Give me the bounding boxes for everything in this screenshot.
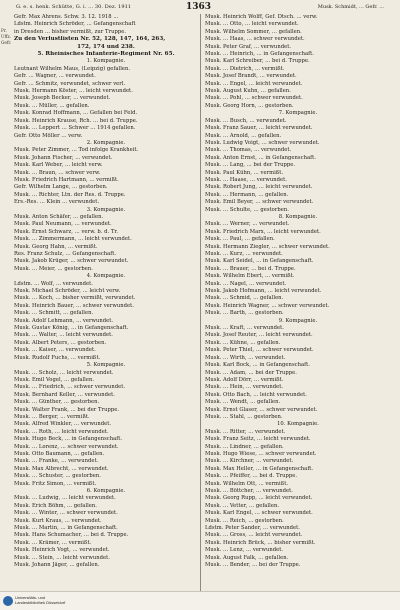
list-entry: Musk. ... Scholz, ... leicht verwundet. <box>14 369 114 376</box>
list-entry: Musk. Peter Graf, ... verwundet. <box>205 43 292 50</box>
section-heading: 2. Kompagnie. <box>86 139 126 146</box>
list-entry: Gefr. ... Schmitz, verwundet, schwer verl. <box>14 80 126 87</box>
list-entry: Musk. Walter Frank, ... bei der Truppe. <box>14 406 120 413</box>
list-entry: Musk. Karl Weber, ... leicht verw. <box>14 162 103 169</box>
list-entry: Musk. ... Pfeiffer, ... bei d. Truppe. <box>205 473 298 480</box>
list-entry: Musk. ... Adam, ... bei der Truppe. <box>205 369 297 376</box>
list-entry: Musk. Konrad Hoffmann, ... Gefallen bei Feld. <box>14 110 138 117</box>
list-entry: Musk. Anton Schäfer, ... gefallen. <box>14 213 104 220</box>
list-entry: Musk. ... Brauer, ... bei d. Truppe. <box>205 265 296 272</box>
section-heading: 8. Kompagnie. <box>278 213 318 220</box>
list-entry: Musk. ... Engel, ... leicht verwundet. <box>205 80 303 87</box>
list-entry: Musk. ... Roth, ... leicht verwundet. <box>14 428 109 435</box>
section-heading: 5. Kompagnie. <box>86 362 126 369</box>
list-entry: Musk. Erich Böhm, ... gefallen. <box>14 502 97 509</box>
list-entry: Musk. Wilhelm Ebert, ... vermißt. <box>205 273 295 280</box>
list-entry: Musk. Heinrich Wagner, ... schwer verwundet. <box>205 302 330 309</box>
list-entry: in Dresden ... bisher vermißt, zur Truppe. <box>14 28 127 35</box>
list-entry: Musk. Heinrich Bauer, ... schwer verwundet. <box>14 302 134 309</box>
list-entry: Musk. ... Kirchner, ... verwundet. <box>205 458 294 465</box>
list-entry: Musk. Gustav König, ... in Gefangenschaft. <box>14 325 129 332</box>
list-entry: Musk. ... Winter, ... schwer verwundet. <box>14 510 118 517</box>
list-entry: Musk. ... Schmid, ... gefallen. <box>205 295 284 302</box>
list-entry: Musk. ... Pohl, ... schwer verwundet. <box>205 95 303 102</box>
list-entry: Musk. ... Kurz, ... verwundet. <box>205 251 283 257</box>
list-entry: Musk. ... Schmitt, ... gefallen. <box>14 310 94 317</box>
section-heading: 10. Kompagnie. <box>277 421 319 428</box>
margin-note-line: Pr. <box>1 28 7 33</box>
list-entry: Musk. Franz Sauer, ... leicht verwundet. <box>205 125 313 132</box>
list-entry: Ldstm. Peter Sander, ... verwundet. <box>205 525 300 532</box>
list-entry: Musk. Jakob Hofmann, ... leicht verwundet. <box>205 288 322 295</box>
list-entry: Musk. ... Nagel, ... verwundet. <box>205 280 287 287</box>
list-entry: Musk. ... Gross, ... leicht verwundet. <box>205 532 303 539</box>
list-entry: Musk. Adolf Lehmann, ... verwundet. <box>14 317 114 324</box>
list-entry: Musk. Ernst Glaser, ... schwer verwundet. <box>205 406 318 413</box>
list-entry: Leutnant Wilhelm Maus, (Leipzig) gefallen. <box>14 65 131 72</box>
list-entry: Musk. ... Hein, ... verwundet. <box>205 384 284 391</box>
list-entry: Musk. ... Lorenz, ... schwer verwundet. <box>14 443 119 450</box>
list-entry: Musk. Emil Beyer, ... schwer verwundet. <box>205 199 314 206</box>
list-entry: Musk. ... Hermann, ... gefallen. <box>205 191 289 198</box>
list-entry: Musk. ... Koch, ... bisher vermißt, verwundet. <box>14 295 136 302</box>
list-entry: Musk. Georg Hahn, ... vermißt. <box>14 243 98 250</box>
list-entry: Musk. Max Heller, ... in Gefangenschaft. <box>205 465 314 472</box>
list-entry: Musk. Franz Seitz, ... leicht verwundet. <box>205 436 311 443</box>
section-heading: 4. Kompagnie. <box>86 273 126 280</box>
list-entry: Musk. Bernhard Keller, ... verwundet. <box>14 391 115 398</box>
list-entry: Musk. Albert Peters, ... gestorben. <box>14 339 107 346</box>
list-entry: Musk. Paul Neumann, ... verwundet. <box>14 221 112 228</box>
list-entry: Musk. ... Werner, ... verwundet. <box>205 221 290 228</box>
list-entry: Musk. ... Lindner, ... gefallen. <box>205 443 284 450</box>
list-entry: Musk. Karl Schreiber, ... bei d. Truppe. <box>205 58 310 65</box>
list-entry: Musk. Hermann Köster, ... leicht verwundet. <box>14 88 133 95</box>
list-entry: Musk. ... Wendt, ... gefallen. <box>205 399 281 406</box>
list-entry: Musk. ... Zimmermann, ... leicht verwundet. <box>14 236 132 243</box>
list-entry: Musk. Heinrich Vogt, ... verwundet. <box>14 547 110 554</box>
list-entry: Res. Franz Schulz, ... Gefangenschaft. <box>14 251 117 257</box>
list-entry: Musk. ... Haas, ... schwer verwundet. <box>205 36 305 43</box>
list-entry: Gefr. Wilhelm Lange, ... gestorben. <box>14 184 108 191</box>
list-entry: Musk. Peter Thiel, ... schwer verwundet. <box>205 347 314 354</box>
list-entry: Musk. ... Braun, ... schwer verw. <box>14 169 101 176</box>
list-entry: Musk. ... Schulte, ... gestorben. <box>205 206 289 213</box>
list-entry: Musk. Otto Bach, ... leicht verwundet. <box>205 391 307 398</box>
column-divider <box>200 14 201 604</box>
list-entry: Musk. Karl Seidel, ... in Gefangenschaft. <box>205 258 314 265</box>
list-entry: Musk. Karl Engel, ... schwer verwundet. <box>205 510 313 517</box>
list-entry: Musk. August Kuhn, ... gefallen. <box>205 88 291 95</box>
list-entry: Musk. Heinrich Wolff, Gef. Dtsch. ... verw. <box>205 14 318 20</box>
list-entry: Musk. Ernst Schwarz, ... verw. b. d. Tr. <box>14 228 119 235</box>
list-entry: Musk. ... Busch, ... verwundet. <box>205 117 287 124</box>
list-entry: Musk. Karl Bock, ... in Gefangenschaft. <box>205 362 310 369</box>
list-entry: Musk. ... Schuster, ... gestorben. <box>14 473 101 480</box>
list-entry: Musk. ... Walter, ... leicht verwundet. <box>14 332 113 339</box>
running-head-left: G. e. s. henk. Schütte, G. i. ... 30. Dez. 1911 <box>16 4 132 10</box>
list-entry: Musk. Peter Zimmer, ... Tod infolge Krankheit. <box>14 147 139 154</box>
list-entry: Musk. Emil Vogel, ... gefallen. <box>14 376 95 383</box>
list-entry: Musk. ... Martin, ... in Gefangenschaft. <box>14 525 118 532</box>
section-heading: 7. Kompagnie. <box>278 110 318 117</box>
list-entry: Musk. ... Friedrich, ... schwer verwundet. <box>14 384 126 391</box>
list-entry: Ldstm. ... Wolf, ... verwundet. <box>14 280 93 287</box>
list-entry: Musk. Adolf Dörr, ... vermißt. <box>205 376 284 383</box>
list-entry: Musk. ... Kaiser, ... verwundet. <box>14 347 96 354</box>
library-logo[interactable] <box>3 595 66 607</box>
library-name-line1: Universitäts- und <box>15 595 46 600</box>
list-entry: Musk. ... Vetter, ... gefallen. <box>205 502 280 509</box>
list-entry: Musk. Hugo Wiese, ... schwer verwundet. <box>205 450 317 457</box>
footer-bar <box>0 591 400 610</box>
list-entry: Gefr. ... Wagner, ... verwundet. <box>14 73 96 80</box>
list-entry: Musk. Joseph Becker, ... verwundet. <box>14 95 111 102</box>
list-entry: Musk. ... Bender, ... bei der Truppe. <box>205 562 301 569</box>
list-entry: Musk. ... Kraft, ... verwundet. <box>205 325 284 332</box>
list-entry: Musk. Josef Brandt, ... verwundet. <box>205 73 297 80</box>
section-heading: 9. Kompagnie. <box>278 317 318 324</box>
list-entry: Musk. Friedrich Hartmann, ... vermißt. <box>14 176 119 183</box>
section-heading: 5. Rheinisches Infanterie-Regiment Nr. 65. <box>37 51 175 58</box>
list-entry: Musk. August Falk, ... gefallen. <box>205 554 289 561</box>
page-number: 1363 <box>186 2 212 12</box>
list-entry: Gefr. Otto Möller ... verw. <box>14 132 83 139</box>
list-entry: Musk. Ludwig Voigt, ... schwer verwundet. <box>205 139 320 146</box>
list-entry: Musk. ... Wirth, ... verwundet. <box>205 354 286 361</box>
section-heading: 3. Kompagnie. <box>86 206 126 213</box>
list-entry: Musk. ... Lenz, ... verwundet. <box>205 547 284 554</box>
margin-note-line: Uffz. <box>1 34 12 39</box>
list-entry: Musk. ... Müller, ... gefallen. <box>14 102 90 109</box>
list-entry: Musk. ... Barth, ... gestorben. <box>205 310 284 317</box>
list-entry: Musk. Jakob Krüger, ... schwer verwundet. <box>14 258 129 265</box>
list-entry: Musk. Georg Horn, ... gestorben. <box>205 102 294 109</box>
list-entry: Musk. Hugo Beck, ... in Gefangenschaft. <box>14 436 123 443</box>
list-entry: Musk. Josef Reuter, ... leicht verwundet. <box>205 332 313 339</box>
list-entry: Musk. Alfred Winkler, ... verwundet. <box>14 421 112 428</box>
list-entry: Ldstm. Heinrich Schröder, ... Gefangenschaft <box>14 21 136 28</box>
list-entry: Musk. ... Reich, ... gestorben. <box>205 517 284 524</box>
list-entry: Musk. Hans Schumacher, ... bei d. Truppe. <box>14 532 129 539</box>
list-entry: Ers.-Res. ... Klein ... verwundet. <box>14 199 100 206</box>
list-entry: Musk. ... Haase, ... verwundet. <box>205 176 287 183</box>
list-entry: Musk. Georg Rupp, ... leicht verwundet. <box>205 495 313 502</box>
list-entry: Musk. ... Meier, ... gestorben. <box>14 265 93 272</box>
list-entry: Musk. ... Ludwig, ... leicht verwundet. <box>14 495 116 502</box>
section-heading: 1. Kompagnie. <box>86 58 126 65</box>
list-entry: Musk. ... Böttcher, ... verwundet. <box>205 488 294 494</box>
list-entry: Musk. ... Stein, ... leicht verwundet. <box>14 554 110 561</box>
list-entry: Musk. Friedrich Marx, ... leicht verwundet. <box>205 228 321 235</box>
list-entry: Musk. ... Krämer, ... vermißt. <box>14 539 92 546</box>
list-entry: Musk. ... Otto, ... leicht verwundet. <box>205 21 299 28</box>
list-entry: Musk. Johann Fischer, ... verwundet. <box>14 154 113 161</box>
right-column <box>205 14 391 589</box>
list-entry: Musk. ... Günther, ... gestorben. <box>14 399 100 406</box>
list-entry: Musk. Robert Jung, ... leicht verwundet. <box>205 184 313 191</box>
list-entry: Musk. Heinrich Krause, Rch. ... bei d. Truppe. <box>14 117 138 124</box>
list-entry: Musk. ... Dietrich, ... vermißt. <box>205 65 285 72</box>
section-heading: 172, 174 und 238. <box>77 43 135 50</box>
list-entry: Musk. Kurt Kraus, ... verwundet. <box>14 517 102 524</box>
section-heading: 6. Kompagnie. <box>86 488 126 494</box>
list-entry: Musk. Rudolf Fuchs, ... vermißt. <box>14 354 101 361</box>
library-name-line2: Landesbibliothek Düsseldorf <box>15 600 66 605</box>
margin-note-line: Gefr. <box>1 40 12 45</box>
list-entry: Musk. Johann Jäger, ... gefallen. <box>14 562 100 569</box>
list-entry: Musk. ... Paul, ... gefallen. <box>205 236 275 243</box>
list-entry: Musk. Anton Ernst, ... in Gefangenschaft. <box>205 154 316 161</box>
list-entry: Musk. ... Stahl, ... gestorben. <box>205 413 283 420</box>
list-entry: Musk. Fritz Simon, ... vermißt. <box>14 480 97 487</box>
running-head-right: Musk. Schmidt, ... Gefr. ... <box>317 4 384 10</box>
list-entry: Musk. ... Richter, Ltn. der Res. d. Truppe. <box>14 191 126 198</box>
page-header <box>0 2 400 14</box>
list-entry: Zu den Verlustlisten Nr. 52, 128, 147, 164, 263, <box>14 36 166 43</box>
list-entry: Musk. ... Arnold, ... gefallen. <box>205 132 282 139</box>
list-entry: Musk. Wilhelm Ott, ... vermißt. <box>205 480 289 487</box>
list-entry: Musk. ... Ritter, ... verwundet. <box>205 428 286 435</box>
library-seal-icon <box>3 596 13 606</box>
list-entry: Musk. ... Heinrich, ... in Gefangenschaft. <box>205 51 314 58</box>
list-entry: Musk. ... Thomas, ... verwundet. <box>205 147 292 154</box>
list-entry: Musk. ... Leppert ... Schwer ... 1914 gefallen. <box>14 125 136 132</box>
list-entry: Musk. Wilhelm Sommer, ... gefallen. <box>205 28 302 35</box>
list-entry: Musk. Otto Baumann, ... gefallen. <box>14 450 105 457</box>
left-column <box>14 14 198 589</box>
list-entry: Musk. Paul Kühn, ... vermißt. <box>205 169 284 176</box>
list-entry: Musk. ... Kühne, ... gefallen. <box>205 339 281 346</box>
list-entry: Musk. ... Berger, ... vermißt. <box>14 413 90 420</box>
list-entry: Musk. ... Lang, ... bei der Truppe. <box>205 162 296 169</box>
list-entry: Musk. Heinrich Brück, ... bisher vermißt. <box>205 539 316 546</box>
list-entry: Musk. Hermann Ziegler, ... schwer verwundet. <box>205 243 330 250</box>
list-entry: Musk. Michael Schröder, ... leicht verw. <box>14 288 121 295</box>
list-entry: Gefr. Max Ahrens. Schw. 3. 12. 1918 ... <box>14 14 119 20</box>
list-entry: Musk. Max Albrecht, ... verwundet. <box>14 465 109 472</box>
list-entry: Musk. ... Franke, ... verwundet. <box>14 458 99 465</box>
